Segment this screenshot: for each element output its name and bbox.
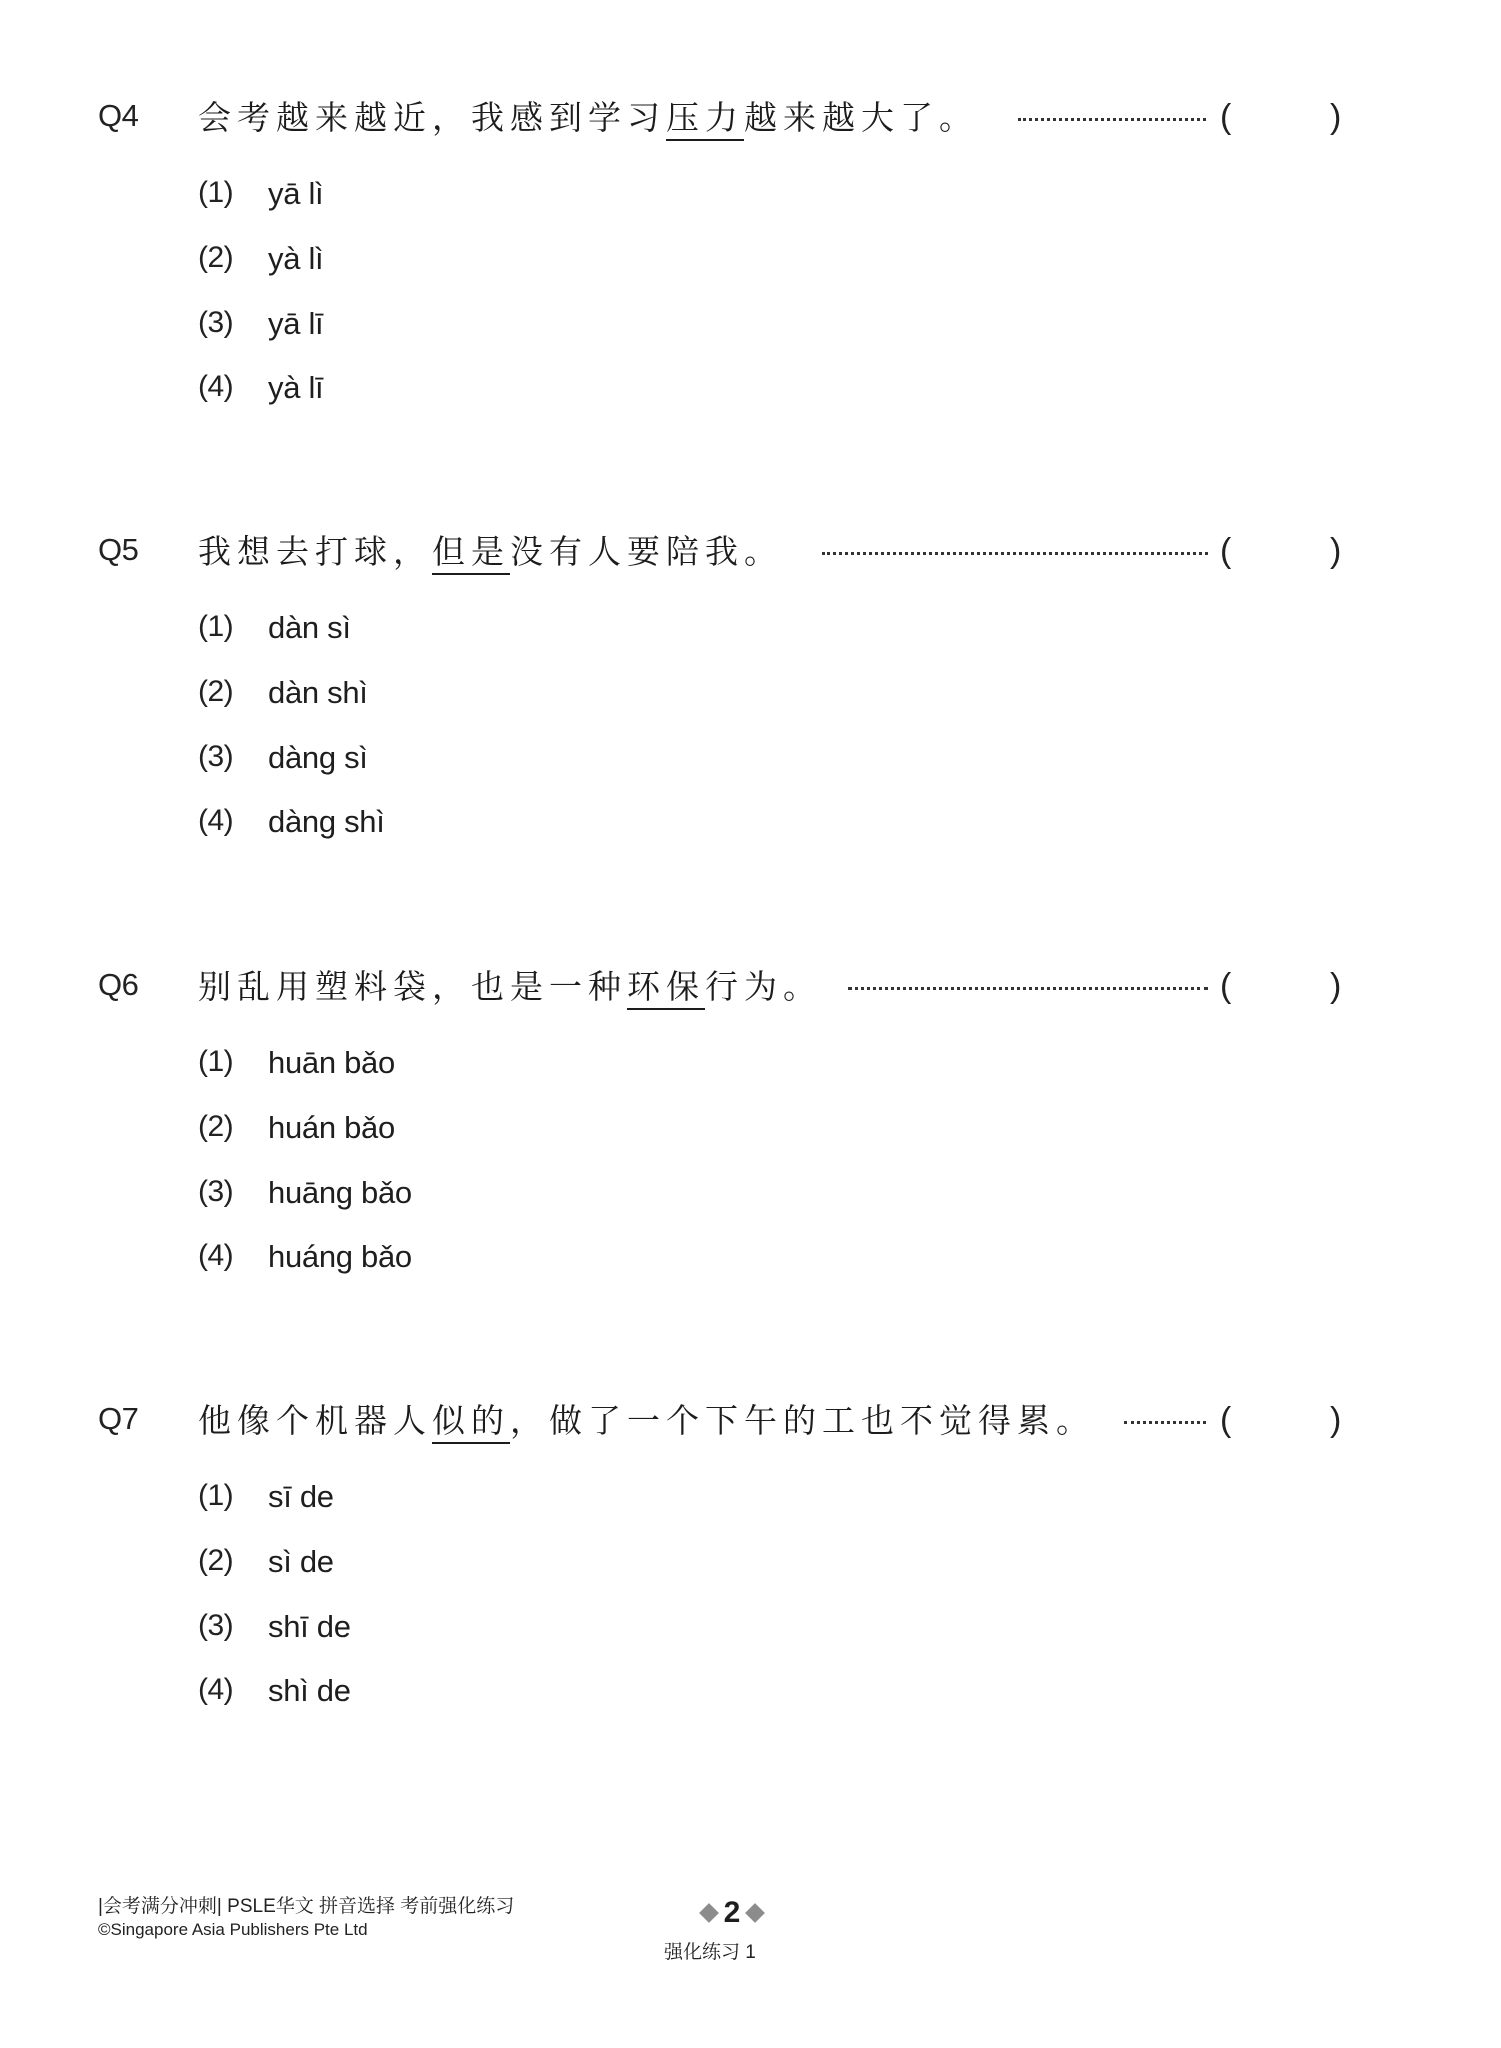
sentence-text: 没有人要陪我。: [510, 532, 783, 571]
option-number: (1): [198, 1045, 234, 1078]
option-pinyin: dàng shì: [268, 804, 385, 839]
option-3: [0, 1175, 700, 1215]
question-number: Q7: [98, 1401, 139, 1436]
answer-bracket-open: (: [1220, 967, 1232, 1005]
answer-bracket-open: (: [1220, 98, 1232, 136]
option-number: (2): [198, 1544, 234, 1577]
answer-bracket-close: ): [1330, 967, 1342, 1005]
option-pinyin: shī de: [268, 1609, 351, 1644]
footer-publisher-info: [98, 1895, 514, 1941]
answer-bracket-open: (: [1220, 532, 1232, 570]
question-sentence: [198, 1399, 1095, 1443]
question-number: Q5: [98, 532, 139, 567]
option-2: [0, 675, 700, 715]
option-pinyin: sī de: [268, 1479, 334, 1514]
option-3: [0, 306, 700, 346]
option-pinyin: sì de: [268, 1544, 334, 1579]
sentence-text: 我想去打球，: [198, 532, 432, 571]
option-pinyin: yā lì: [268, 176, 324, 211]
option-number: (1): [198, 176, 234, 209]
question-number: Q6: [98, 967, 139, 1002]
copyright-text: ©Singapore Asia Publishers Pte Ltd: [98, 1920, 368, 1939]
dotted-leader: [1124, 1421, 1206, 1424]
option-1: [0, 610, 700, 650]
question-sentence: [198, 530, 783, 574]
option-2: [0, 1544, 700, 1584]
dotted-leader: [1018, 118, 1206, 121]
option-pinyin: dàn sì: [268, 610, 351, 645]
option-1: [0, 1479, 700, 1519]
page-number-badge: [676, 1896, 788, 1932]
option-1: [0, 1045, 700, 1085]
answer-bracket-close: ): [1330, 1401, 1342, 1439]
sentence-text: 别乱用塑料袋，也是一种: [198, 967, 627, 1006]
option-number: (1): [198, 1479, 234, 1512]
sentence-text: ，做了一个下午的工也不觉得累。: [510, 1401, 1095, 1440]
dotted-leader: [822, 552, 1208, 555]
answer-bracket-close: ): [1330, 532, 1342, 570]
option-number: (3): [198, 306, 234, 339]
option-3: [0, 1609, 700, 1649]
option-number: (1): [198, 610, 234, 643]
answer-bracket-close: ): [1330, 98, 1342, 136]
underlined-word: 但是: [432, 532, 510, 575]
option-3: [0, 740, 700, 780]
option-pinyin: huān bǎo: [268, 1045, 395, 1080]
sentence-text: 越来越大了。: [744, 98, 978, 137]
underlined-word: 环保: [627, 967, 705, 1010]
page-number: 2: [723, 1896, 741, 1929]
option-number: (4): [198, 1673, 234, 1706]
option-pinyin: huáng bǎo: [268, 1239, 412, 1274]
option-number: (2): [198, 675, 234, 708]
option-number: (4): [198, 804, 234, 837]
option-pinyin: yā lī: [268, 306, 324, 341]
option-4: [0, 370, 700, 410]
question-sentence: [198, 96, 978, 140]
series-title: |会考满分冲刺| PSLE华文 拼音选择 考前强化练习: [98, 1896, 515, 1917]
question-row: [0, 96, 1501, 140]
option-4: [0, 1239, 700, 1279]
question-row: [0, 965, 1501, 1009]
option-pinyin: shì de: [268, 1673, 351, 1708]
option-pinyin: yà lì: [268, 241, 324, 276]
diamond-icon: [745, 1903, 765, 1923]
option-pinyin: dàn shì: [268, 675, 368, 710]
option-pinyin: dàng sì: [268, 740, 368, 775]
option-number: (3): [198, 1175, 234, 1208]
option-pinyin: huán bǎo: [268, 1110, 395, 1145]
dotted-leader: [848, 987, 1208, 990]
option-1: [0, 176, 700, 216]
sentence-text: 他像个机器人: [198, 1401, 432, 1440]
question-sentence: [198, 965, 822, 1009]
option-number: (4): [198, 370, 234, 403]
option-number: (4): [198, 1239, 234, 1272]
option-4: [0, 1673, 700, 1713]
option-number: (3): [198, 1609, 234, 1642]
underlined-word: 似的: [432, 1401, 510, 1444]
underlined-word: 压力: [666, 98, 744, 141]
option-4: [0, 804, 700, 844]
option-pinyin: huāng bǎo: [268, 1175, 412, 1210]
option-2: [0, 241, 700, 281]
sentence-text: 行为。: [705, 967, 822, 1006]
option-number: (2): [198, 241, 234, 274]
question-number: Q4: [98, 98, 139, 133]
sentence-text: 会考越来越近，我感到学习: [198, 98, 666, 137]
section-label: 强化练习 1: [664, 1942, 756, 1963]
diamond-icon: [699, 1903, 719, 1923]
question-row: [0, 1399, 1501, 1443]
question-row: [0, 530, 1501, 574]
option-number: (3): [198, 740, 234, 773]
option-2: [0, 1110, 700, 1150]
option-number: (2): [198, 1110, 234, 1143]
answer-bracket-open: (: [1220, 1401, 1232, 1439]
option-pinyin: yà lī: [268, 370, 324, 405]
